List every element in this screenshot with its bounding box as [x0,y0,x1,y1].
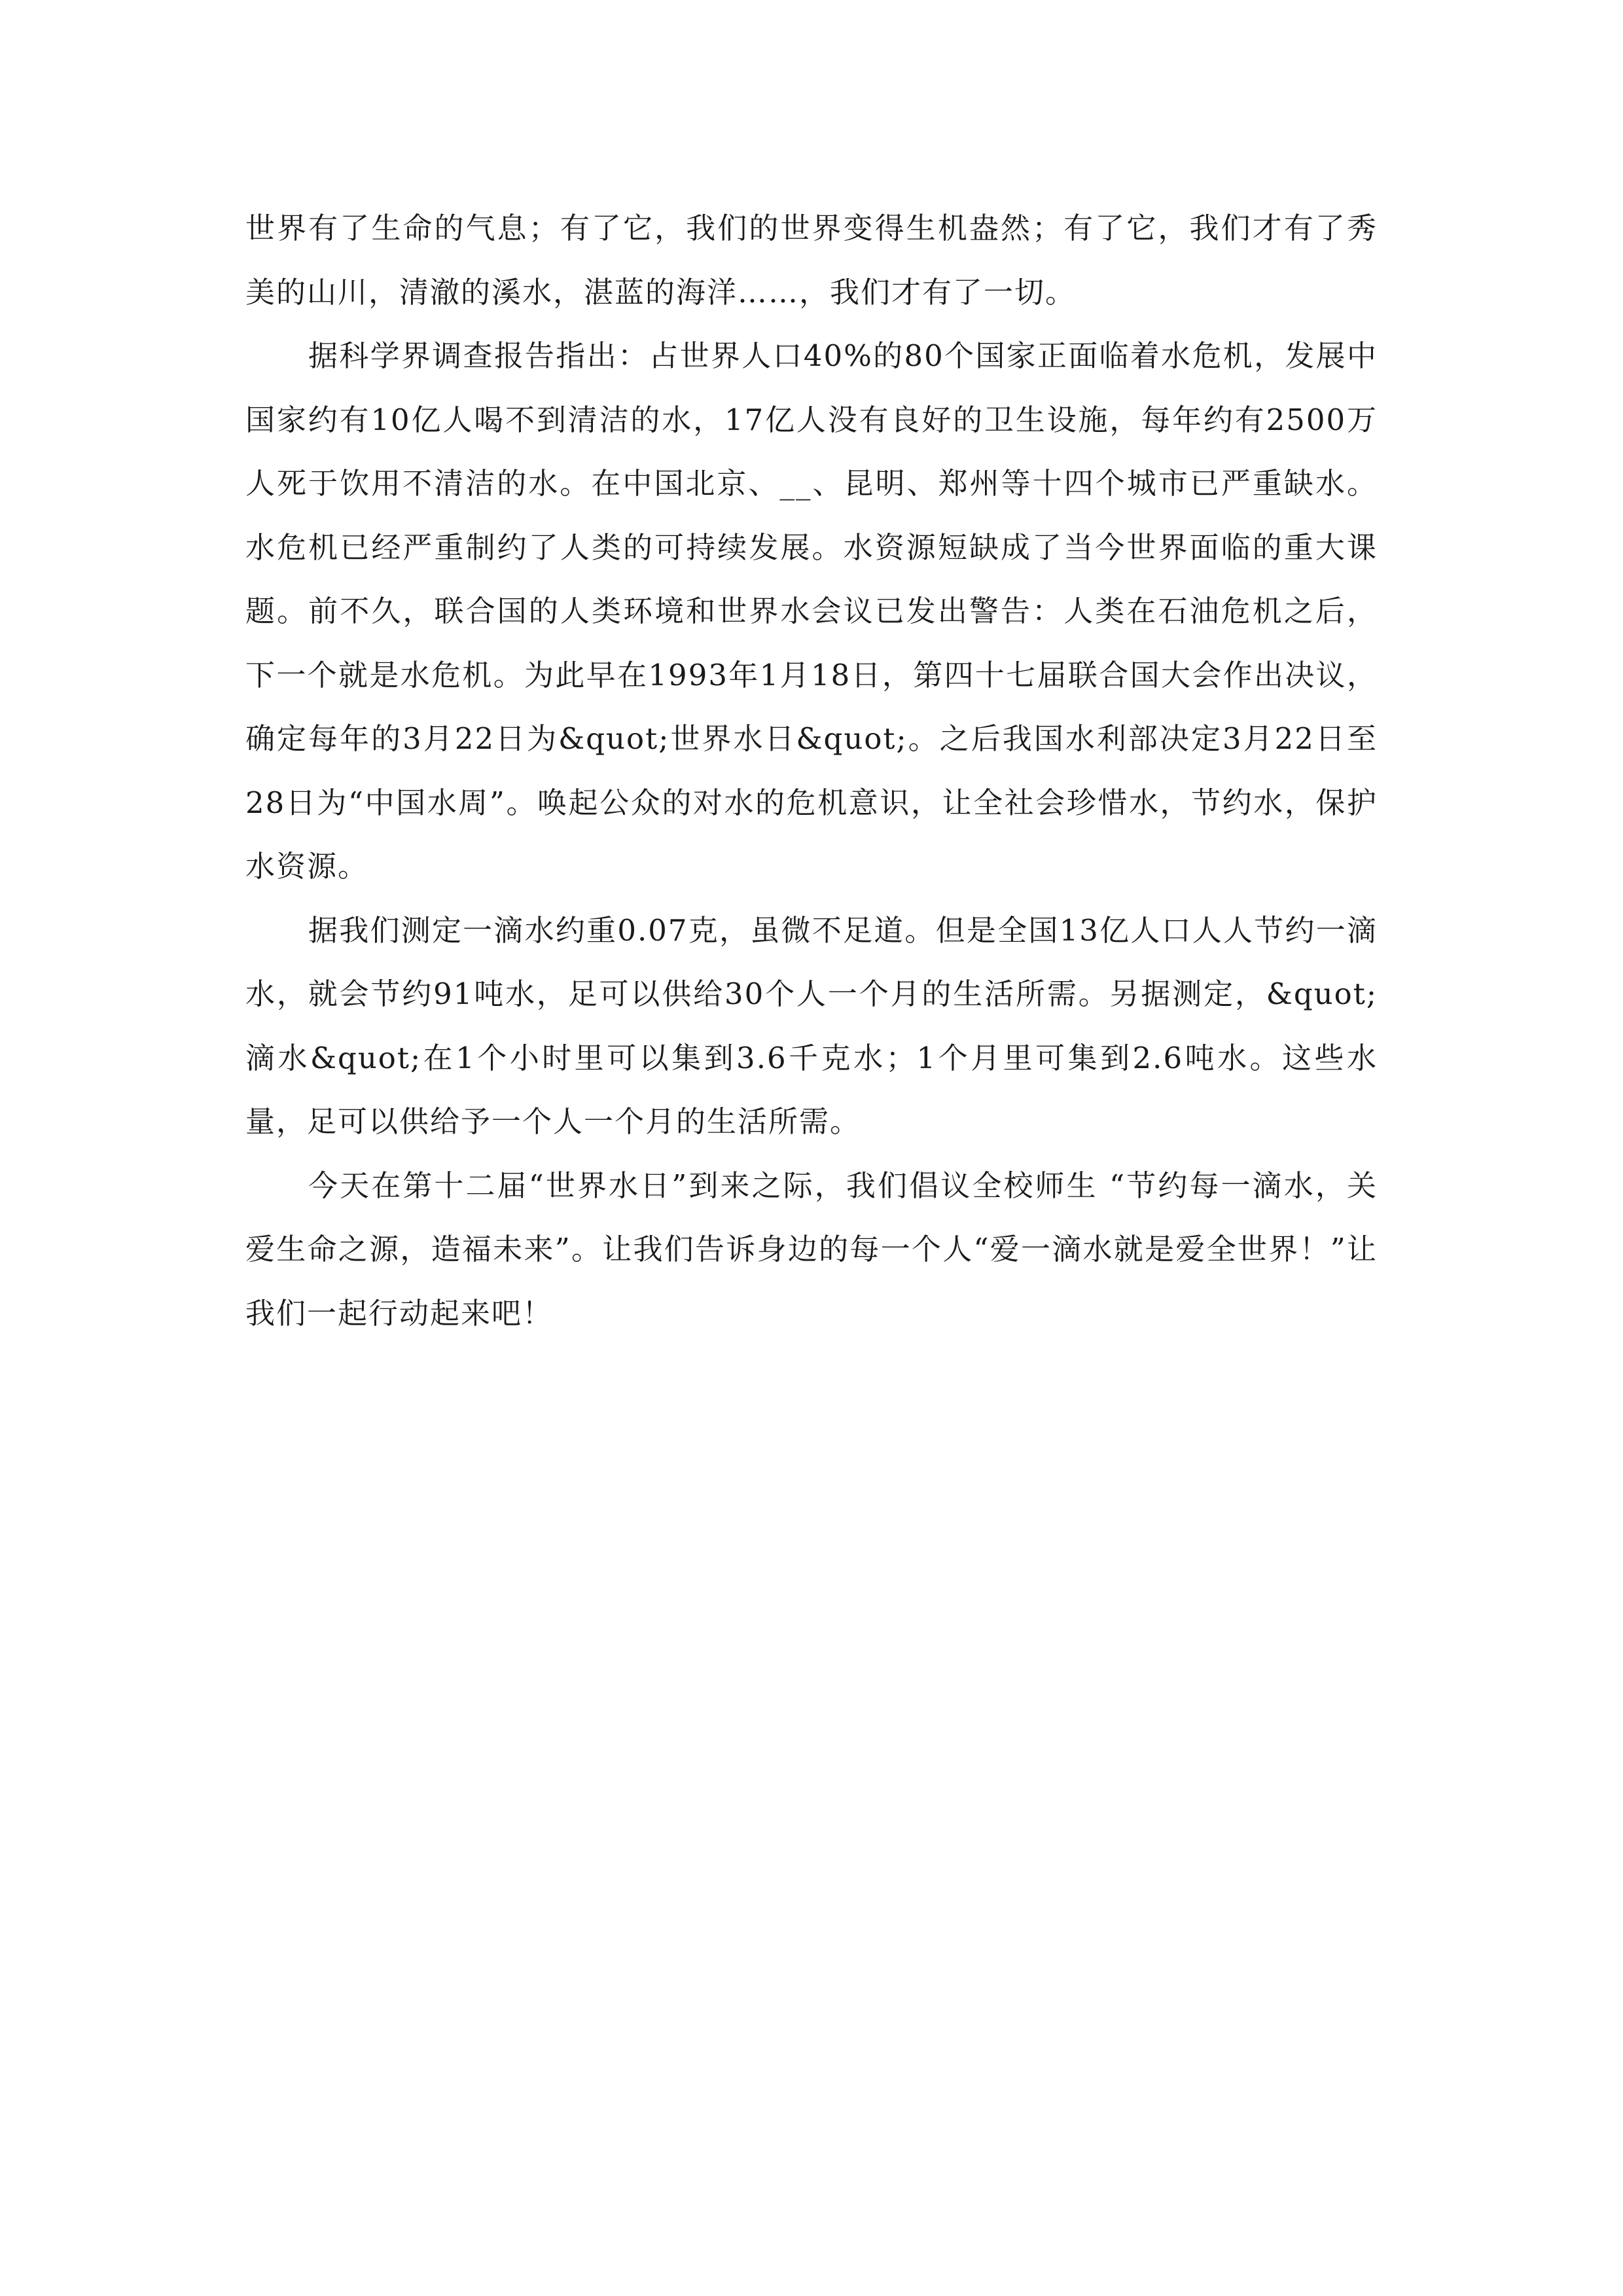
document-body [245,196,1378,1345]
paragraph-water-crisis: 据科学界调查报告指出：占世界人口40%的80个国家正面临着水危机，发展中国家约有10亿人喝不到清洁的水，17亿人没有良好的卫生设施，每年约有2500万人死于饮用不清洁的水。在中国北京、__、昆明、郑州等十四个城市已严重缺水。水危机已经严重制约了人类的可持续发展。水资源短缺成了当今世界面临的重大课题。前不久，联合国的人类环境和世界水会议已发出警告：人类在石油危机之后，下一个就是水危机。为此早在1993年1月18日，第四十七届联合国大会作出决议，确定每年的3月22日为&quot;世界水日&quot;。之后我国水利部决定3月22日至28日为“中国水周”。唤起公众的对水的危机意识，让全社会珍惜水，节约水，保护水资源。 [245,338,1378,884]
paragraph-water-drop-facts: 据我们测定一滴水约重0.07克，虽微不足道。但是全国13亿人口人人节约一滴水，就会节约91吨水，足可以供给30个人一个月的生活所需。另据测定，&quot;滴水&quot;在1个小时里可以集到3.6千克水；1个月里可集到2.6吨水。这些水量，足可以供给予一个人一个月的生活所需。 [245,912,1378,1139]
paragraph-intro-continued: 世界有了生命的气息；有了它，我们的世界变得生机盎然；有了它，我们才有了秀美的山川，清澈的溪水，湛蓝的海洋……，我们才有了一切。 [245,211,1378,310]
paragraph-call-to-action: 今天在第十二届“世界水日”到来之际，我们倡议全校师生 “节约每一滴水，关爱生命之源，造福未来”。让我们告诉身边的每一个人“爱一滴水就是爱全世界！”让我们一起行动起来吧！ [245,1168,1378,1331]
